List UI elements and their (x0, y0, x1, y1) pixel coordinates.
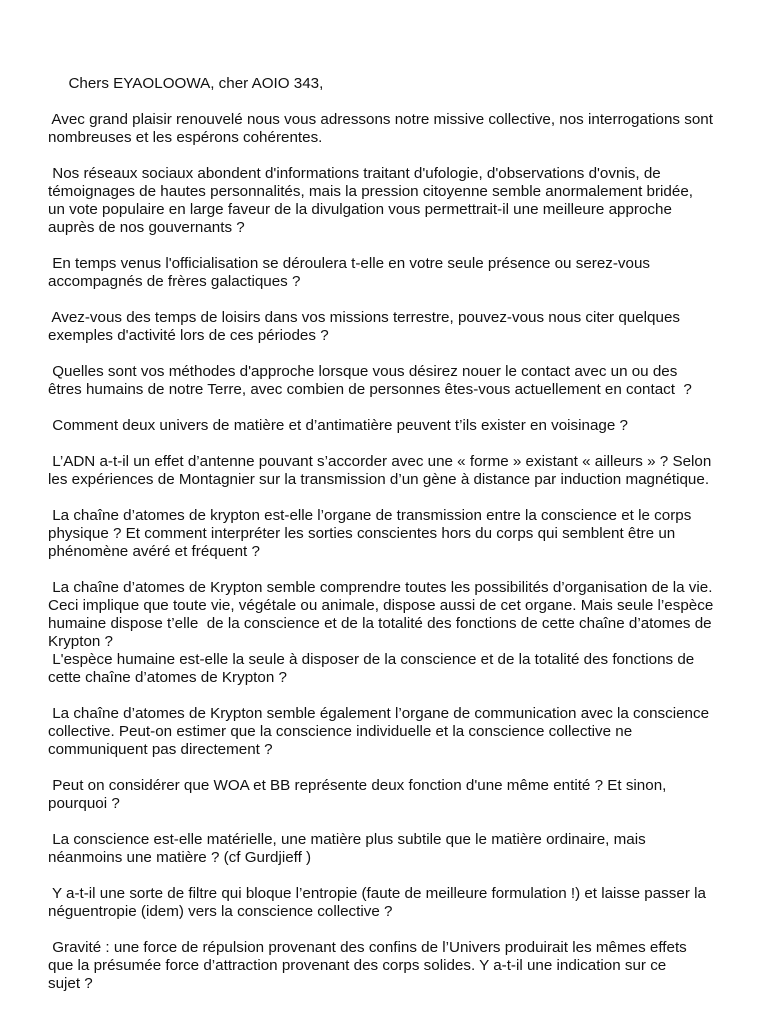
question-paragraph (48, 939, 748, 993)
paragraph-line: Ceci implique que toute vie, végétale ou animale, dispose aussi de cet organe. Mais seule l’espèce (48, 597, 714, 614)
question-paragraph (48, 507, 748, 561)
paragraph-line: exemples d'activité lors de ces périodes ? (48, 327, 329, 344)
question-paragraph (48, 453, 748, 489)
question-paragraph (48, 363, 748, 399)
question-paragraph (48, 255, 748, 291)
paragraph-line: accompagnés de frères galactiques ? (48, 273, 301, 290)
paragraph-line: Gravité : une force de répulsion provenant des confins de l’Univers produirait les mêmes effets (48, 939, 687, 956)
paragraph-line: Y a-t-il une sorte de filtre qui bloque l’entropie (faute de meilleure formulation !) et laisse passer la (48, 885, 706, 902)
paragraph-line: phénomène avéré et fréquent ? (48, 543, 260, 560)
question-paragraph (48, 309, 748, 345)
paragraph-line: nombreuses et les espérons cohérentes. (48, 129, 323, 146)
question-paragraph (48, 417, 748, 435)
paragraph-line: auprès de nos gouvernants ? (48, 219, 245, 236)
paragraph-line: Quelles sont vos méthodes d'approche lorsque vous désirez nouer le contact avec un ou des (48, 363, 678, 380)
question-paragraph (48, 705, 748, 759)
paragraph-line: sujet ? (48, 975, 93, 992)
paragraph-line: les expériences de Montagnier sur la transmission d’un gène à distance par induction magnétique. (48, 471, 710, 488)
paragraph-line: L’ADN a-t-il un effet d’antenne pouvant s’accorder avec une « forme » existant « ailleurs » ? Selon (48, 453, 712, 470)
paragraph-line: physique ? Et comment interpréter les sorties conscientes hors du corps qui semblent être un (48, 525, 676, 542)
paragraph-line: que la présumée force d’attraction provenant des corps solides. Y a-t-il une indication sur ce (48, 957, 667, 974)
paragraph-line: communiquent pas directement ? (48, 741, 273, 758)
question-paragraph (48, 111, 748, 147)
paragraph-line: humaine dispose t’elle de la conscience et de la totalité des fonctions de cette chaîne d’atomes de (48, 615, 712, 632)
paragraph-line: Comment deux univers de matière et d’antimatière peuvent t’ils exister en voisinage ? (48, 417, 628, 434)
paragraph-line: La chaîne d’atomes de Krypton semble comprendre toutes les possibilités d’organisation de la vie. (48, 579, 713, 596)
paragraph-line: L'espèce humaine est-elle la seule à disposer de la conscience et de la totalité des fonctions de (48, 651, 695, 668)
paragraph-line: La chaîne d’atomes de Krypton semble également l’organe de communication avec la conscience (48, 705, 710, 722)
paragraph-line: Avez-vous des temps de loisirs dans vos missions terrestre, pouvez-vous nous citer quelques (48, 309, 680, 326)
paragraph-line: pourquoi ? (48, 795, 120, 812)
paragraph-line: un vote populaire en large faveur de la divulgation vous permettrait-il une meilleure approche (48, 201, 672, 218)
letter-body (48, 75, 748, 1011)
question-paragraph (48, 165, 748, 237)
paragraph-line: Krypton ? (48, 633, 114, 650)
question-paragraph (48, 579, 748, 687)
question-paragraph (48, 777, 748, 813)
question-list (48, 111, 748, 993)
paragraph-line: Peut on considérer que WOA et BB représente deux fonction d'une même entité ? Et sinon, (48, 777, 667, 794)
paragraph-line: La conscience est-elle matérielle, une matière plus subtile que le matière ordinaire, mais (48, 831, 646, 848)
paragraph-line: En temps venus l'officialisation se déroulera t-elle en votre seule présence ou serez-vous (48, 255, 651, 272)
letter-greeting (48, 75, 748, 93)
paragraph-line: êtres humains de notre Terre, avec combien de personnes êtes-vous actuellement en contact ? (48, 381, 692, 398)
paragraph-line: néanmoins une matière ? (cf Gurdjieff ) (48, 849, 312, 866)
paragraph-line: Nos réseaux sociaux abondent d'informations traitant d'ufologie, d'observations d'ovnis, de (48, 165, 661, 182)
paragraph-line: Avec grand plaisir renouvelé nous vous adressons notre missive collective, nos interrogations sont (48, 111, 713, 128)
paragraph-line: collective. Peut-on estimer que la conscience individuelle et la conscience collective ne (48, 723, 633, 740)
paragraph-line: cette chaîne d’atomes de Krypton ? (48, 669, 287, 686)
paragraph-line: néguentropie (idem) vers la conscience collective ? (48, 903, 393, 920)
question-paragraph (48, 831, 748, 867)
greeting-line: Chers EYAOLOOWA, cher AOIO 343, (60, 75, 324, 92)
paragraph-line: témoignages de hautes personnalités, mais la pression citoyenne semble anormalement bridée, (48, 183, 693, 200)
question-paragraph (48, 885, 748, 921)
paragraph-line: La chaîne d’atomes de krypton est-elle l’organe de transmission entre la conscience et le corps (48, 507, 692, 524)
